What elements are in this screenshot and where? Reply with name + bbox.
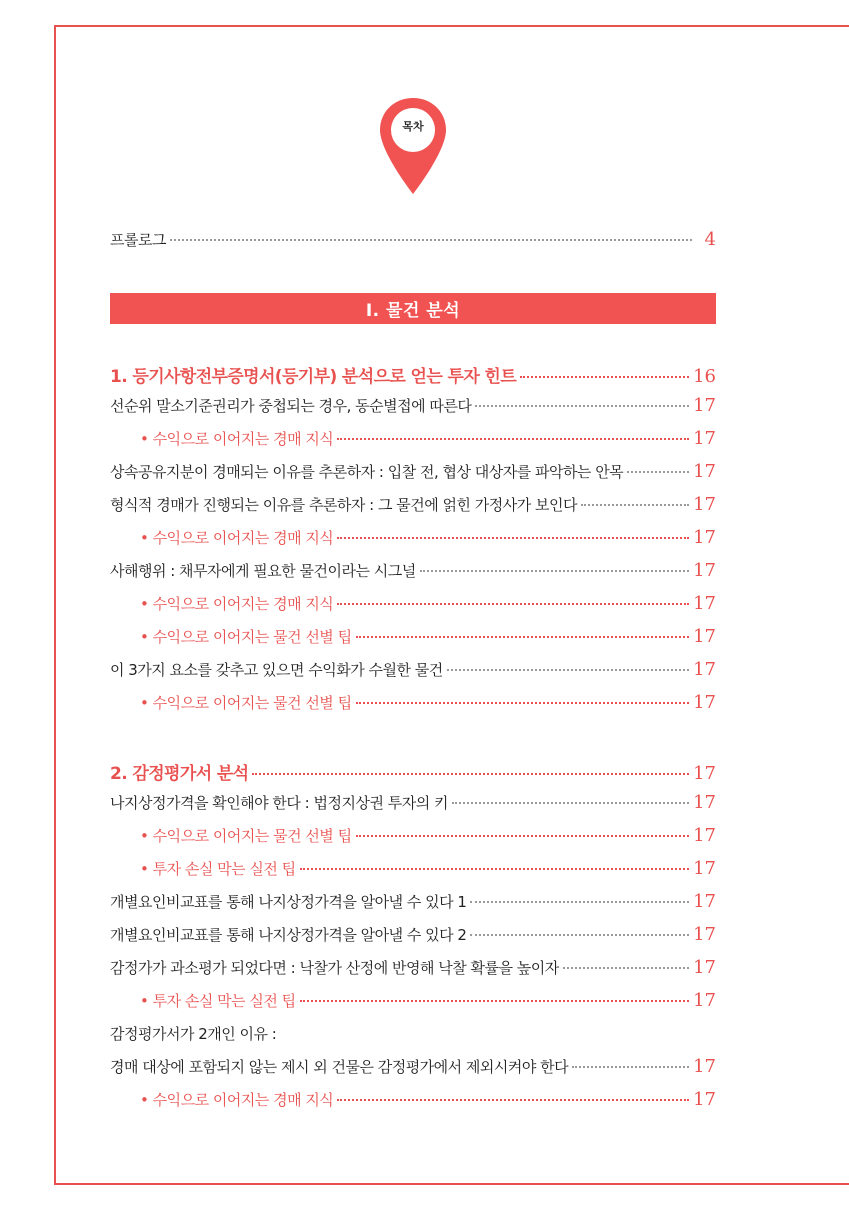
leader-dots [337, 438, 689, 440]
toc-entry[interactable] [110, 1056, 716, 1082]
toc-entry-title: 개별요인비교표를 통해 나지상정가격을 알아낼 수 있다 2 [110, 926, 467, 944]
leader-dots [452, 802, 689, 804]
leader-dots [581, 504, 689, 506]
toc-entry-title: • 수익으로 이어지는 경매 지식 [140, 430, 334, 448]
toc-entry-title: 2. 감정평가서 분석 [110, 764, 249, 784]
toc-entry-title: 선순위 말소기준권리가 중첩되는 경우, 동순별접에 따른다 [110, 397, 472, 415]
toc-subentry[interactable] [110, 428, 716, 454]
leader-dots [520, 376, 689, 378]
location-pin-icon [378, 96, 448, 196]
toc-entry-title: 1. 등기사항전부증명서(등기부) 분석으로 얻는 투자 힌트 [110, 367, 517, 387]
leader-dots [447, 669, 689, 671]
toc-entry-page: 17 [693, 792, 716, 813]
toc-entry-title: 감정평가서가 2개인 이유 : [110, 1025, 277, 1043]
toc-entry-title: • 수익으로 이어지는 물건 선별 팁 [140, 694, 352, 712]
toc-entry-title: 나지상정가격을 확인해야 한다 : 법정지상권 투자의 키 [110, 794, 448, 812]
toc-entry[interactable] [110, 792, 716, 818]
leader-dots [300, 868, 689, 870]
toc-entry-title: 경매 대상에 포함되지 않는 제시 외 건물은 감정평가에서 제외시켜야 한다 [110, 1058, 569, 1076]
toc-entry-title: 형식적 경매가 진행되는 이유를 추론하자 : 그 물건에 얽힌 가정사가 보인다 [110, 496, 577, 514]
leader-dots [356, 702, 690, 704]
leader-dots [470, 934, 689, 936]
toc-entry-title: 감정가가 과소평가 되었다면 : 낙찰가 산정에 반영해 낙찰 확률을 높이자 [110, 959, 559, 977]
toc-entry-page: 17 [693, 395, 716, 416]
toc-entry-page: 17 [693, 957, 716, 978]
toc-subentry[interactable] [110, 692, 716, 718]
toc-entry-title: 상속공유지분이 경매되는 이유를 추론하자 : 입찰 전, 협상 대상자를 파악하는 안목 [110, 463, 624, 481]
toc-entry-title: • 수익으로 이어지는 물건 선별 팁 [140, 827, 352, 845]
leader-dots [337, 537, 689, 539]
toc-entry[interactable] [110, 1023, 716, 1049]
toc-entry[interactable] [110, 494, 716, 520]
toc-entry[interactable] [110, 395, 716, 421]
toc-entry[interactable] [110, 659, 716, 685]
toc-entry-page: 17 [693, 659, 716, 680]
toc-entry-page: 17 [693, 891, 716, 912]
toc-entry-title: • 수익으로 이어지는 경매 지식 [140, 595, 334, 613]
toc-chapter[interactable] [110, 759, 716, 785]
leader-dots [470, 901, 689, 903]
toc-entry-page: 17 [693, 593, 716, 614]
leader-dots [356, 835, 690, 837]
toc-entry-title: • 수익으로 이어지는 경매 지식 [140, 1091, 334, 1109]
toc-subentry[interactable] [110, 990, 716, 1016]
leader-dots [337, 1099, 689, 1101]
toc-subentry[interactable] [110, 825, 716, 851]
toc-entry-page: 17 [693, 461, 716, 482]
toc-entry-page: 17 [693, 560, 716, 581]
toc-subentry[interactable] [110, 858, 716, 884]
toc-entry-page: 17 [693, 858, 716, 879]
toc-entry-page: 17 [693, 1056, 716, 1077]
toc-chapter[interactable] [110, 362, 716, 388]
toc-entry-title: • 투자 손실 막는 실전 팁 [140, 992, 296, 1010]
toc-entry-page: 16 [693, 366, 716, 387]
toc-subentry[interactable] [110, 1089, 716, 1115]
leader-dots [356, 636, 690, 638]
leader-dots [475, 405, 689, 407]
toc-entry-title: 프롤로그 [110, 231, 166, 249]
toc-subentry[interactable] [110, 626, 716, 652]
toc-entry-page: 17 [693, 692, 716, 713]
toc-entry-page: 17 [693, 527, 716, 548]
leader-dots [627, 471, 689, 473]
leader-dots [563, 967, 689, 969]
leader-dots [170, 239, 692, 241]
toc-entry-page: 17 [693, 428, 716, 449]
toc-entry[interactable] [110, 461, 716, 487]
toc-entry-page: 17 [693, 1089, 716, 1110]
toc-entry-page: 17 [693, 626, 716, 647]
toc-entry-title: 개별요인비교표를 통해 나지상정가격을 알아낼 수 있다 1 [110, 893, 467, 911]
toc-entry-page: 4 [704, 229, 716, 250]
toc-entry-page: 17 [693, 825, 716, 846]
toc-entry-title: • 수익으로 이어지는 경매 지식 [140, 529, 334, 547]
toc-entry-page: 17 [693, 494, 716, 515]
leader-dots [300, 1000, 689, 1002]
toc-entry-page: 17 [693, 990, 716, 1011]
toc-entry[interactable] [110, 560, 716, 586]
leader-dots [337, 603, 689, 605]
pin-label: 목차 [402, 120, 424, 133]
toc-entry[interactable] [110, 924, 716, 950]
toc-entry[interactable] [110, 891, 716, 917]
section-header-bar: Ⅰ. 물건 분석 [110, 293, 716, 324]
toc-entry-title: • 투자 손실 막는 실전 팁 [140, 860, 296, 878]
toc-subentry[interactable] [110, 593, 716, 619]
leader-dots [252, 773, 689, 775]
toc-entry-prologue[interactable] [110, 229, 716, 255]
toc-entry-title: 이 3가지 요소를 갖추고 있으면 수익화가 수월한 물건 [110, 661, 443, 679]
toc-entry-title: 사해행위 : 채무자에게 필요한 물건이라는 시그널 [110, 562, 416, 580]
leader-dots [420, 570, 689, 572]
toc-entry-page: 17 [693, 924, 716, 945]
toc-entry[interactable] [110, 957, 716, 983]
leader-dots [572, 1066, 689, 1068]
toc-entry-page: 17 [693, 763, 716, 784]
toc-subentry[interactable] [110, 527, 716, 553]
toc-entry-title: • 수익으로 이어지는 물건 선별 팁 [140, 628, 352, 646]
